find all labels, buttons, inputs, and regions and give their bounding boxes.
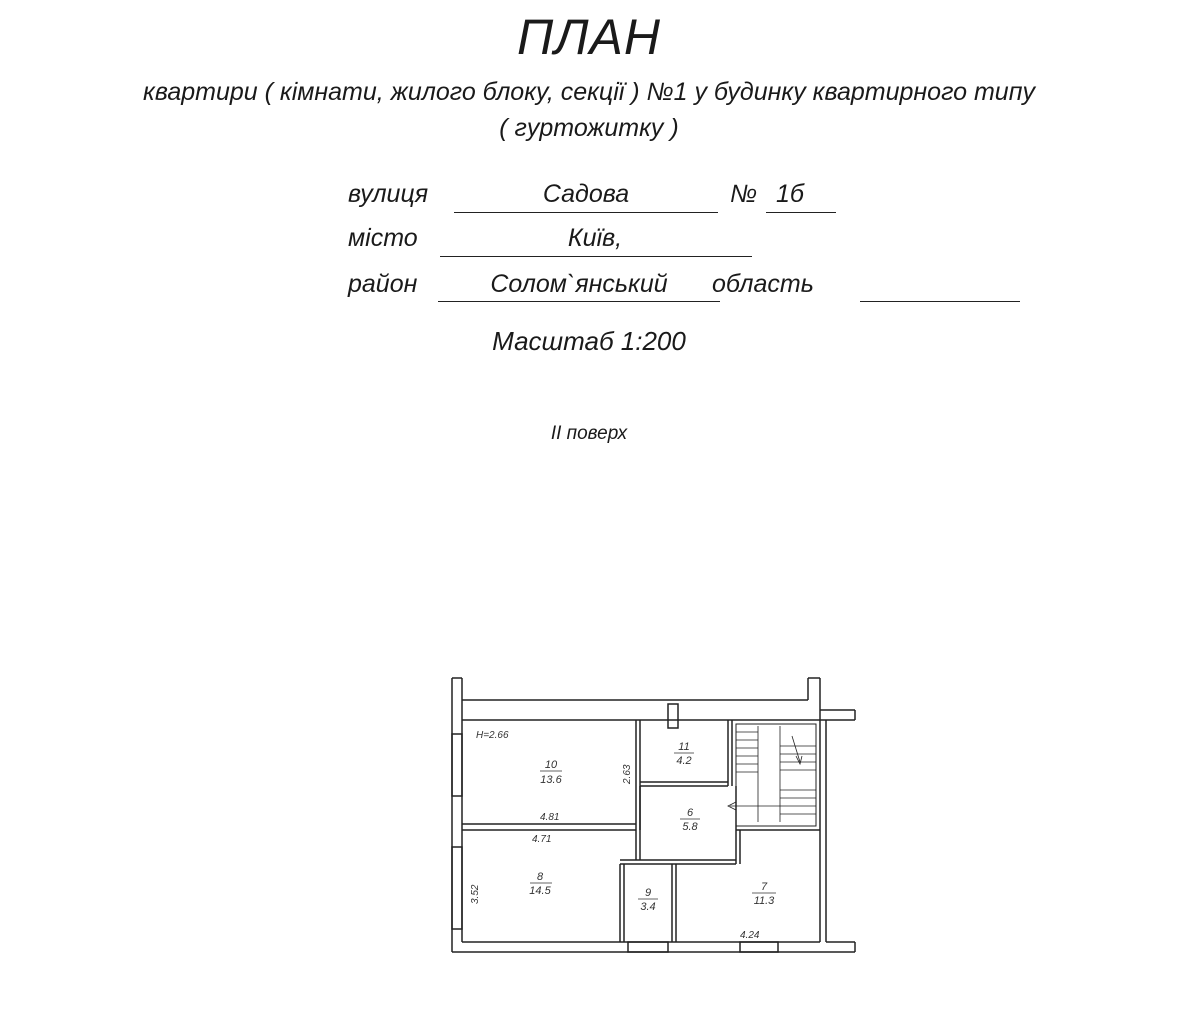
subtitle-line-2: ( гуртожитку ) [499,114,679,142]
dim-room8-width: 4.71 [532,834,552,845]
room-9-area: 3.4 [640,901,656,913]
dim-room10-width: 4.81 [540,812,560,823]
room-7-area: 11.3 [753,895,775,907]
room-9-number: 9 [644,887,652,899]
city-value: Київ, [567,224,623,252]
room-8-area: 14.5 [529,885,551,897]
room-6-number: 6 [686,807,694,819]
height-note: Н=2.66 [476,730,509,741]
street-label: вулиця [348,180,429,208]
dim-room8-height: 3.52 [470,884,481,904]
floor-plan [440,672,870,962]
dim-room10-height: 2.63 [622,764,633,784]
district-underline [438,301,720,302]
room-7-number: 7 [760,881,768,893]
number-underline [766,212,836,213]
dim-room7-width: 4.24 [740,930,760,941]
street-value: Садова [542,180,630,208]
district-label: район [348,270,418,298]
room-6-area: 5.8 [682,821,698,833]
number-label: № [730,180,758,208]
room-10-number: 10 [544,759,558,771]
page-title: ПЛАН [517,9,661,65]
city-underline [440,256,752,257]
district-value: Солом`янський [490,270,668,298]
region-label: область [712,270,814,298]
floor-label: ІІ поверх [550,423,628,444]
region-underline [860,301,1020,302]
scale-text: Масштаб 1:200 [492,326,686,356]
room-10-area: 13.6 [540,774,562,786]
number-value: 1б [776,180,804,208]
room-11-number: 11 [678,741,690,753]
subtitle-line-1: квартири ( кімнати, жилого блоку, секції ) №1 у будинку квартирного типу [143,78,1035,106]
room-11-area: 4.2 [676,755,692,767]
room-8-number: 8 [536,871,544,883]
street-underline [454,212,718,213]
city-label: місто [348,224,418,252]
